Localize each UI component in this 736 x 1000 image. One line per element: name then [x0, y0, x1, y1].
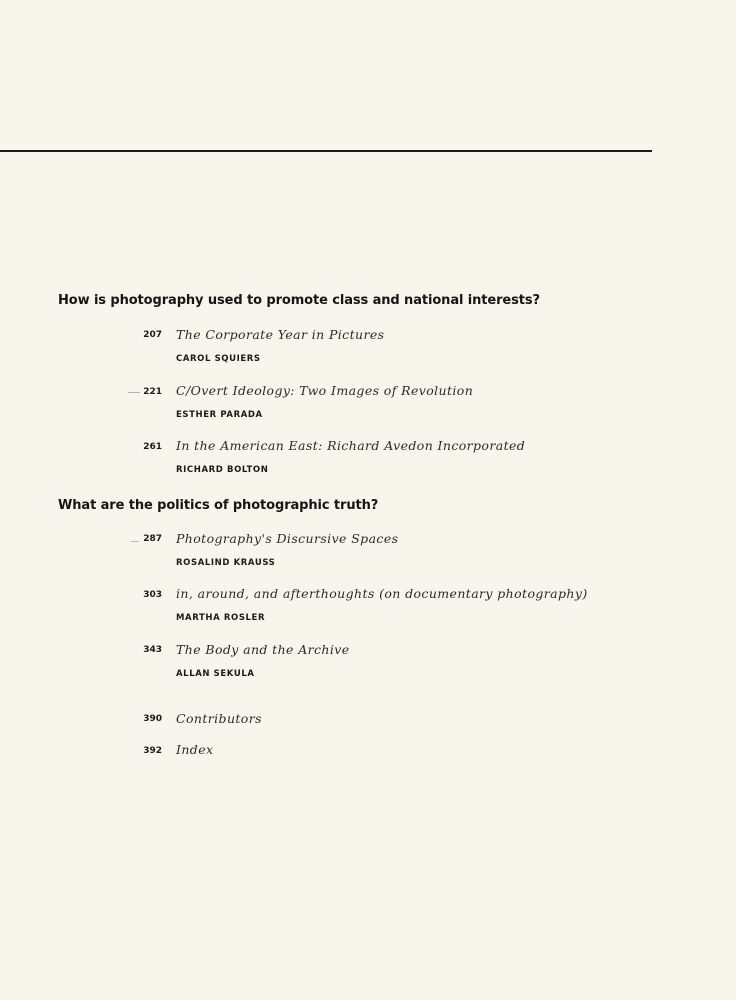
entry-page-number: 343 [143, 645, 162, 655]
section-heading: How is photography used to promote class and national interests? [58, 293, 540, 308]
entry-title: C/Overt Ideology: Two Images of Revolution [176, 383, 474, 398]
horizontal-rule [0, 150, 652, 152]
entry-title: Photography's Discursive Spaces [176, 531, 399, 546]
entry-author: ALLAN SEKULA [176, 669, 255, 679]
entry-author: CAROL SQUIERS [176, 354, 261, 364]
entry-title: in, around, and afterthoughts (on documentary photography) [176, 586, 588, 601]
entry-page-number: 390 [143, 714, 162, 724]
entry-author: ESTHER PARADA [176, 410, 263, 420]
entry-page-number: 392 [143, 746, 162, 756]
entry-page-number: 207 [143, 330, 162, 340]
entry-author: RICHARD BOLTON [176, 465, 269, 475]
entry-title: In the American East: Richard Avedon Incorporated [176, 438, 526, 453]
entry-title: Contributors [176, 711, 262, 726]
entry-title: Index [176, 742, 214, 757]
entry-title: The Body and the Archive [176, 642, 350, 657]
entry-author: ROSALIND KRAUSS [176, 558, 276, 568]
entry-page-number: 287 [143, 534, 162, 544]
entry-page-number: 221 [143, 387, 162, 397]
section-heading: What are the politics of photographic truth? [58, 498, 379, 513]
entry-page-number: 303 [143, 590, 162, 600]
entry-title: The Corporate Year in Pictures [176, 327, 385, 342]
entry-page-number: 261 [143, 442, 162, 452]
entry-author: MARTHA ROSLER [176, 613, 266, 623]
